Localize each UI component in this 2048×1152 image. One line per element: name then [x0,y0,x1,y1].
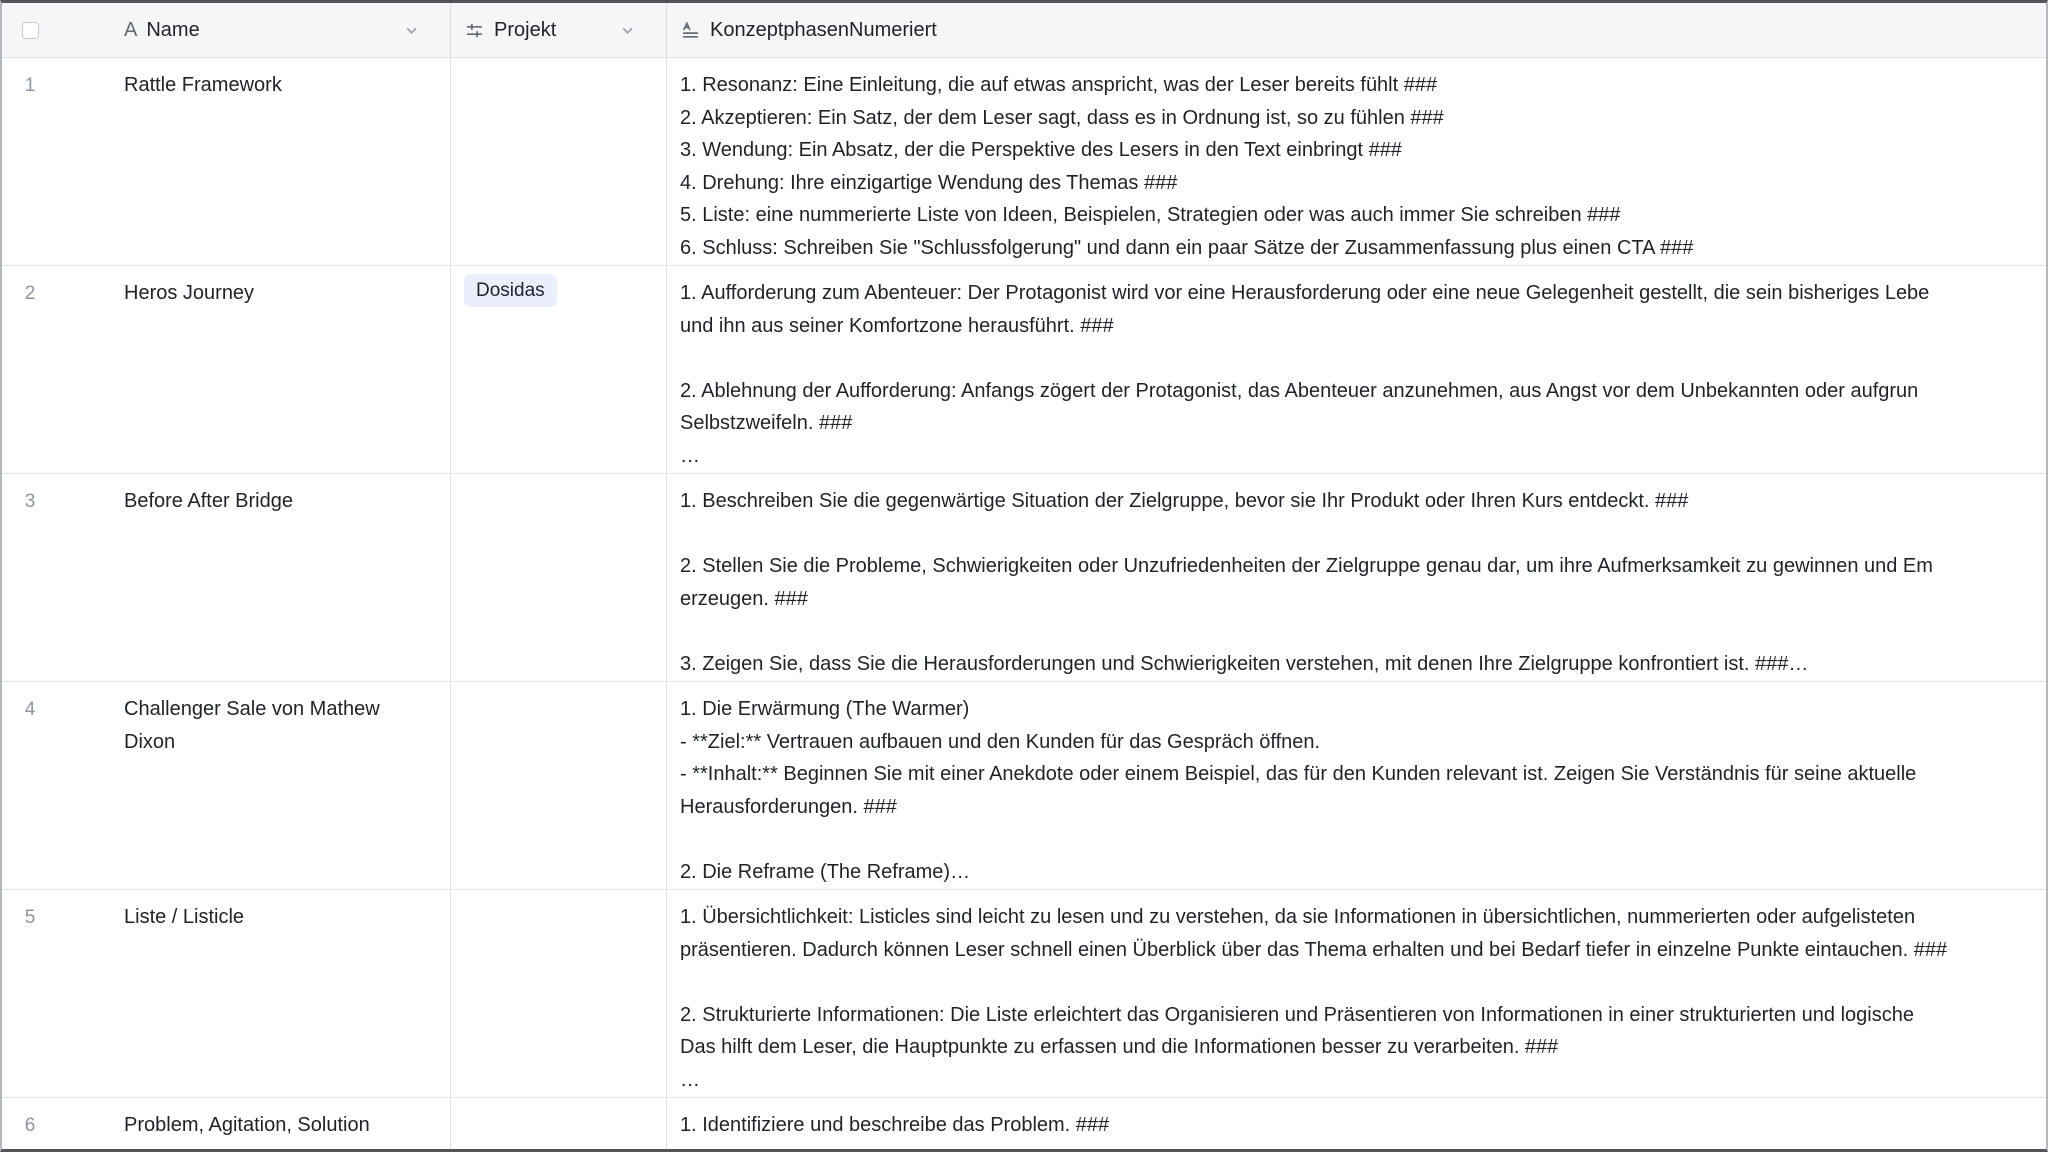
konzept-cell-content [667,890,2046,1096]
text-field-icon: A [124,19,138,41]
konzept-line: 5. Liste: eine nummerierte Liste von Ideen, Beispielen, Strategien oder was auch immer Sie schreiben ### [680,204,1621,226]
konzept-line: erzeugen. ### [680,587,808,610]
column-label-projekt: Projekt [494,18,557,41]
row-number-cell[interactable] [2,890,58,1097]
konzept-line: Selbstzweifeln. ### [680,412,853,434]
grid-header-row [2,3,2046,58]
row-number-cell[interactable] [2,1098,58,1149]
projekt-cell[interactable] [451,890,667,1097]
konzept-line: 1. Identifiziere und beschreibe das Problem. ### [680,1114,1110,1136]
konzept-line: 6. Schluss: Schreiben Sie "Schlussfolgerung" und dann ein paar Sätze der Zusammenfassung plus einen CTA ### [680,236,1694,259]
name-cell[interactable] [58,682,451,889]
select-all-cell[interactable] [2,3,58,57]
name-cell-text: Heros Journey [124,282,255,304]
konzept-line: - **Inhalt:** Beginnen Sie mit einer Anekdote oder einem Beispiel, das für den Kunden relevant ist. Zeigen Sie Verständnis für seine aktuelle [680,763,1917,785]
chevron-down-icon[interactable] [403,22,420,39]
column-header-konzeptphasennumeriert[interactable] [667,3,2046,57]
konzept-line: 4. Drehung: Ihre einzigartige Wendung des Themas ### [680,171,1178,194]
konzept-line: 2. Die Reframe (The Reframe)… [680,860,971,883]
konzept-line: 2. Akzeptieren: Ein Satz, der dem Leser sagt, dass es in Ordnung ist, so zu fühlen ### [680,106,1444,129]
row-number: 2 [24,283,36,304]
konzept-line: 3. Wendung: Ein Absatz, der die Perspektive des Lesers in den Text einbringt ### [680,139,1402,161]
column-header-projekt[interactable] [451,3,667,57]
projekt-cell-content [451,474,666,482]
row-number: 5 [24,907,36,928]
column-label-name: Name [146,18,200,41]
projekt-cell-content [451,890,666,898]
konzept-cell-content [667,1098,2046,1142]
konzept-line: 1. Resonanz: Eine Einleitung, die auf etwas anspricht, was der Leser bereits fühlt ### [680,74,1438,96]
name-cell[interactable] [58,1098,451,1149]
projekt-cell[interactable] [451,266,667,473]
konzept-cell-content [667,58,2046,264]
konzept-line: 1. Aufforderung zum Abenteuer: Der Protagonist wird vor eine Herausforderung oder eine neue Gelegenheit gestellt, die sein bisheriges Lebe [680,282,1930,304]
row-number: 1 [24,75,36,96]
konzept-line: Das hilft dem Leser, die Hauptpunkte zu erfassen und die Informationen besser zu verarbeiten. ### [680,1036,1559,1058]
konzept-cell[interactable] [667,682,2046,889]
konzept-line: 2. Strukturierte Informationen: Die Liste erleichtert das Organisieren und Präsentieren von Informationen in einer strukturierten und logische [680,1003,1914,1026]
table-row [2,58,2046,266]
konzept-cell-content [667,266,2046,472]
table-row [2,890,2046,1098]
name-cell-text: Liste / Listicle [124,906,245,928]
projekt-cell[interactable] [451,682,667,889]
name-cell[interactable] [58,474,451,681]
konzept-line: 1. Beschreiben Sie die gegenwärtige Situation der Zielgruppe, bevor sie Ihr Produkt oder Ihren Kurs entdeckt. ### [680,490,1689,512]
row-number-cell[interactable] [2,266,58,473]
konzept-cell[interactable] [667,266,2046,473]
konzept-line: Herausforderungen. ### [680,795,897,818]
konzept-cell[interactable] [667,890,2046,1097]
projekt-cell[interactable] [451,1098,667,1149]
konzept-line [680,342,2046,375]
konzept-line: 3. Zeigen Sie, dass Sie die Herausforderungen und Schwierigkeiten verstehen, mit denen Ihre Zielgruppe konfrontiert ist. ###… [680,652,1809,675]
projekt-cell-content [451,1098,666,1106]
table-row [2,682,2046,890]
single-select-field-icon [464,20,485,41]
konzept-cell-content [667,474,2046,680]
row-number: 4 [24,699,36,720]
column-label-konzeptphasennumeriert: KonzeptphasenNumeriert [710,18,937,41]
chevron-down-icon[interactable] [619,22,636,39]
konzept-line [680,823,2046,856]
konzept-line: 2. Stellen Sie die Probleme, Schwierigkeiten oder Unzufriedenheiten der Zielgruppe genau dar, um ihre Aufmerksamkeit zu gewinnen und Em [680,555,1933,577]
konzept-line [680,518,2046,551]
name-cell[interactable] [58,266,451,473]
row-number: 3 [24,491,36,512]
konzept-cell[interactable] [667,58,2046,265]
projekt-cell-content [451,682,666,690]
konzept-line: 2. Ablehnung der Aufforderung: Anfangs zögert der Protagonist, das Abenteuer anzunehmen, aus Angst vor dem Unbekannten oder aufgrun [680,379,1919,402]
row-number: 6 [24,1115,36,1136]
konzept-line [680,966,2046,999]
row-number-cell[interactable] [2,474,58,681]
name-cell-text: Rattle Framework [124,74,282,96]
konzept-line [680,615,2046,648]
name-cell-text: Before After Bridge [124,490,293,512]
row-number-cell[interactable] [2,58,58,265]
name-cell[interactable] [58,58,451,265]
konzept-cell[interactable] [667,1098,2046,1149]
konzept-line: 1. Die Erwärmung (The Warmer) [680,698,970,720]
name-cell[interactable] [58,890,451,1097]
table-row [2,1098,2046,1149]
projekt-cell-content [451,58,666,66]
konzept-line: … [680,444,700,467]
konzept-line: - **Ziel:** Vertrauen aufbauen und den Kunden für das Gespräch öffnen. [680,730,1321,753]
select-option-tag: Dosidas [464,274,557,307]
table-row [2,474,2046,682]
column-header-name[interactable] [58,3,451,57]
projekt-cell-content [451,266,666,307]
konzept-cell[interactable] [667,474,2046,681]
name-cell-text: Problem, Agitation, Solution [124,1114,370,1136]
row-number-cell[interactable] [2,682,58,889]
long-text-field-icon [680,20,701,41]
konzept-line: 1. Übersichtlichkeit: Listicles sind leicht zu lesen und zu verstehen, da sie Informationen in übersichtlichen, nummerierten oder aufgelisteten [680,906,1916,928]
konzept-cell-content [667,682,2046,888]
table-body [2,58,2046,1149]
projekt-cell[interactable] [451,474,667,681]
name-cell-text: Challenger Sale von Mathew Dixon [124,698,380,753]
select-all-checkbox[interactable] [22,22,39,39]
konzept-line: präsentieren. Dadurch können Leser schnell einen Überblick über das Thema erhalten und bei Bedarf tiefer in einzelne Punkte eintauchen. ### [680,938,1948,961]
konzept-line: und ihn aus seiner Komfortzone herausführt. ### [680,314,1114,337]
projekt-cell[interactable] [451,58,667,265]
konzept-line: … [680,1068,700,1091]
table-row [2,266,2046,474]
